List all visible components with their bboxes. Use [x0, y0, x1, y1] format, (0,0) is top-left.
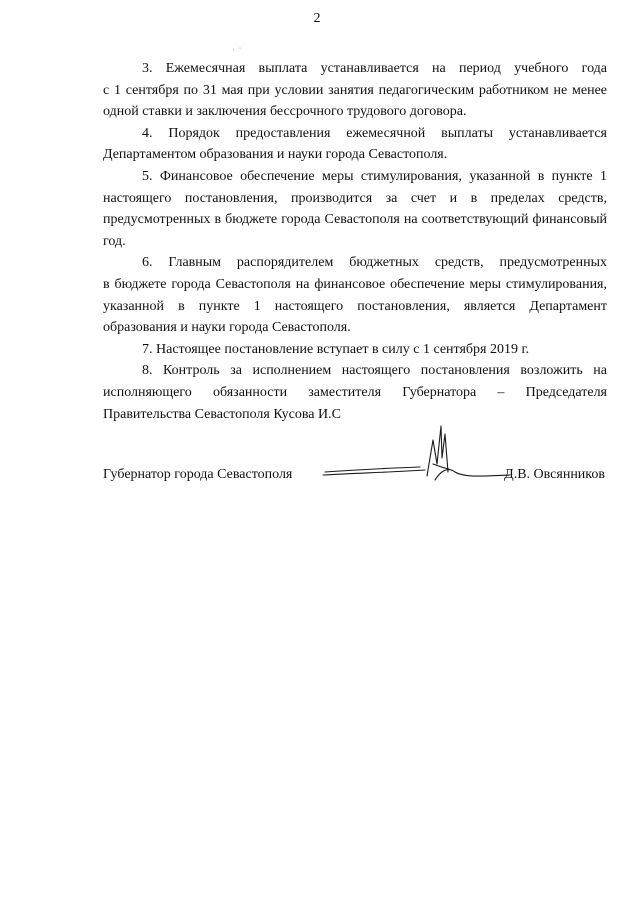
paragraph-7: 7. Настоящее постановление вступает в силу с 1 сентября 2019 г. [142, 341, 530, 357]
signature-block [103, 467, 607, 489]
paragraph-5: 5. Финансовое обеспечение меры стимулирования, указанной в пункте 1 настоящего постановления, производится за счет и в пределах средств, предусмотренных в бюджете города Севастополя на соответствующий финансовый год. [103, 168, 607, 249]
scan-speck: · ˙ [232, 46, 242, 55]
page-number: 2 [313, 11, 321, 26]
paragraph-6: 6. Главным распорядителем бюджетных средств, предусмотренных в бюджете города Севастополя на финансовое обеспечение меры стимулирования, указанной в пункте 1 настоящего постановления, является Департамент образования и науки города Севастополя. [103, 255, 607, 336]
paragraph-4: 4. Порядок предоставления ежемесячной выплаты устанавливается Департаментом образования и науки города Севастополя. [103, 125, 607, 163]
signatory-name: Д.В. Овсянников [504, 467, 605, 482]
signatory-title: Губернатор города Севастополя [103, 467, 293, 482]
paragraph-3: 3. Ежемесячная выплата устанавливается на период учебного года с 1 сентября по 31 мая при условии занятия педагогическим работником не менее одной ставки и заключения бессрочного трудового договора. [103, 61, 607, 120]
paragraph-8: 8. Контроль за исполнением настоящего постановления возложить на исполняющего обязанности заместителя Губернатора – Председателя Правительства Севастополя Кусова И.С [103, 363, 607, 422]
document-body [103, 58, 607, 425]
